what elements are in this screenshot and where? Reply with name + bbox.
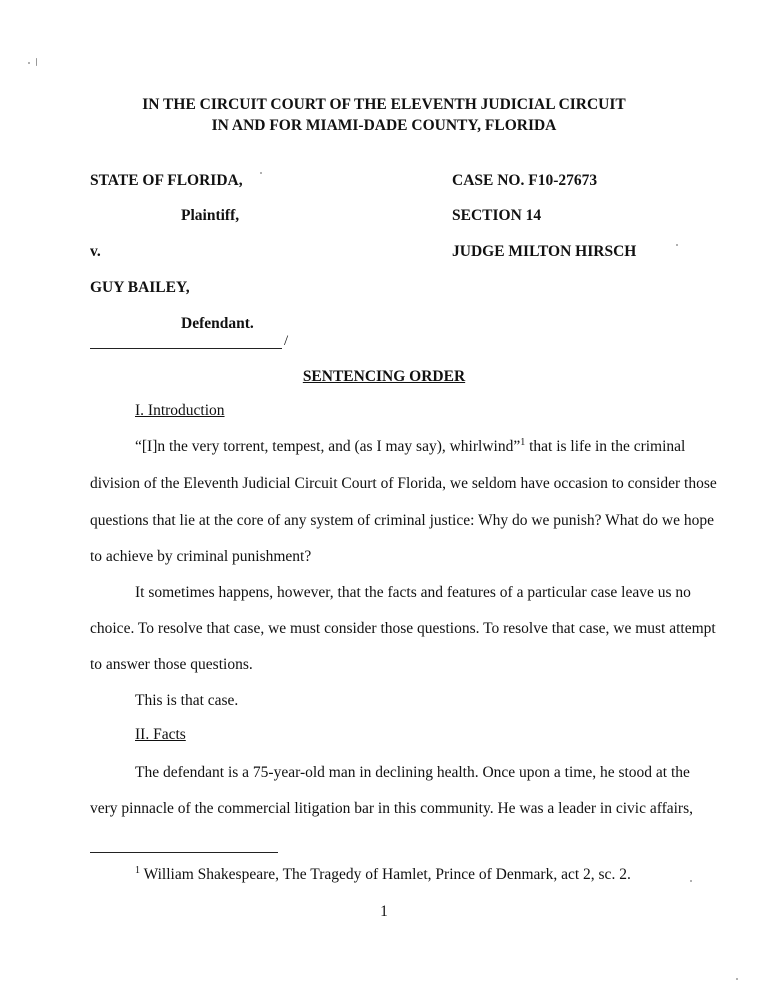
intro-line: questions that lie at the core of any system of criminal justice: Why do we punish? What do we hope (90, 512, 715, 529)
page-number: 1 (380, 903, 388, 920)
defendant-name: GUY BAILEY, (90, 279, 190, 296)
case-number: CASE NO. F10-27673 (452, 172, 598, 189)
judge-name: JUDGE MILTON HIRSCH (452, 243, 637, 260)
footnote-number: 1 (135, 864, 140, 876)
caption-rule (90, 348, 282, 349)
facts-heading: II. Facts (135, 726, 186, 743)
facts-line: very pinnacle of the commercial litigation bar in this community. He was a leader in civic affairs, (90, 800, 694, 817)
scan-speck (690, 880, 692, 882)
section-number: SECTION 14 (452, 207, 542, 224)
facts-line: The defendant is a 75-year-old man in declining health. Once upon a time, he stood at the (135, 764, 690, 781)
para2-line: to answer those questions. (90, 656, 253, 673)
intro-quote-tail: that is life in the criminal (525, 438, 686, 455)
scan-speck (260, 172, 262, 174)
scan-speck (676, 244, 678, 246)
intro-first-line (135, 436, 686, 456)
scan-speck (28, 62, 30, 64)
defendant-role: Defendant. (181, 315, 254, 332)
court-heading-line1: IN THE CIRCUIT COURT OF THE ELEVENTH JUDICIAL CIRCUIT (142, 96, 626, 113)
para2-line: choice. To resolve that case, we must consider those questions. To resolve that case, we must attempt (90, 620, 716, 637)
court-heading-line2: IN AND FOR MIAMI-DADE COUNTY, FLORIDA (211, 117, 557, 134)
footnote-ref: 1 (520, 436, 526, 448)
order-title: SENTENCING ORDER (302, 368, 466, 385)
intro-heading: I. Introduction (135, 402, 225, 419)
footnote-text: William Shakespeare, The Tragedy of Hamlet, Prince of Denmark, act 2, sc. 2. (143, 866, 631, 883)
intro-line: division of the Eleventh Judicial Circuit Court of Florida, we seldom have occasion to consider those (90, 475, 717, 492)
versus: v. (90, 243, 101, 260)
para3: This is that case. (135, 692, 239, 709)
intro-quote: “[I]n the very torrent, tempest, and (as I may say), whirlwind” (135, 438, 521, 455)
footnote (135, 866, 631, 884)
intro-line: to achieve by criminal punishment? (90, 548, 312, 565)
scan-speck (736, 978, 738, 980)
plaintiff-role: Plaintiff, (181, 207, 240, 224)
plaintiff-name: STATE OF FLORIDA, (90, 172, 243, 189)
footnote-rule (90, 852, 278, 853)
caption-slash: / (284, 333, 289, 349)
scan-speck (36, 58, 37, 66)
para2-line: It sometimes happens, however, that the facts and features of a particular case leave us no (135, 584, 691, 601)
